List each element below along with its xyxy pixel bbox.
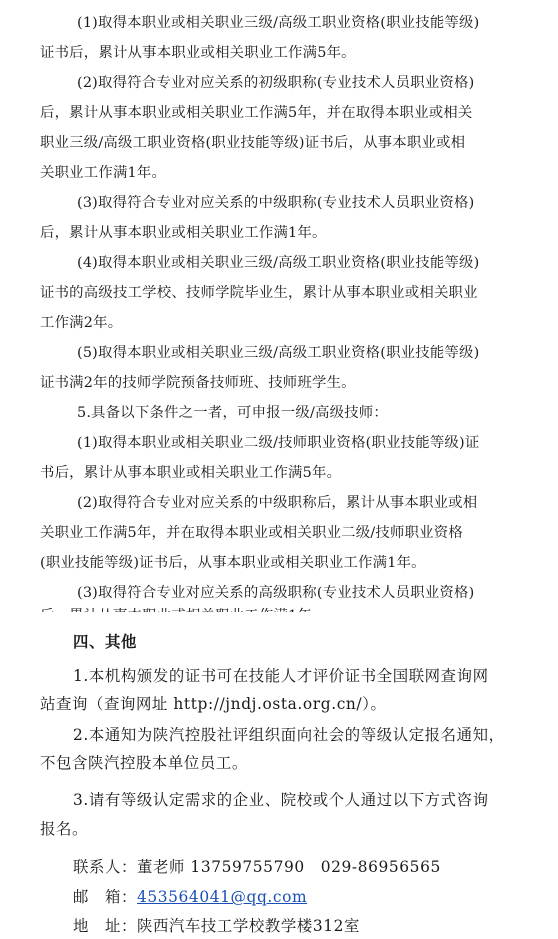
contact-row-address — [73, 915, 360, 937]
cutoff-mask — [0, 612, 558, 632]
paragraph-line: (3)取得符合专业对应关系的高级职称(专业技术人员职业资格) — [77, 585, 475, 601]
paragraph-line: (3)取得符合专业对应关系的中级职称(专业技术人员职业资格) — [77, 195, 475, 211]
paragraph-line: (职业技能等级)证书后，从事本职业或相关职业工作满1年。 — [40, 555, 426, 571]
paragraph-line: 2.本通知为陕汽控股社评组织面向社会的等级认定报名通知， — [73, 726, 505, 744]
paragraph-line: (2)取得符合专业对应关系的中级职称后，累计从事本职业或相 — [77, 495, 478, 511]
paragraph-line: (1)取得本职业或相关职业二级/技师职业资格(职业技能等级)证 — [77, 435, 480, 451]
paragraph-line: (4)取得本职业或相关职业三级/高级工职业资格(职业技能等级) — [77, 255, 480, 271]
paragraph-line: 后，累计从事本职业或相关职业工作满1年。 — [40, 225, 327, 241]
contact-address-label: 地 址： — [73, 917, 137, 935]
paragraph-line: 证书满2年的技师学院预备技师班、技师班学生。 — [40, 375, 356, 391]
contact-person-label: 联系人： — [73, 858, 137, 876]
paragraph-line: 1.本机构颁发的证书可在技能人才评价证书全国联网查询网 — [73, 667, 489, 685]
paragraph-line: 5.具备以下条件之一者，可申报一级/高级技师： — [77, 405, 388, 421]
contact-address-value: 陕西汽车技工学校教学楼312室 — [136, 917, 361, 935]
paragraph-line: 关职业工作满1年。 — [40, 165, 167, 181]
paragraph-line: 3.请有等级认定需求的企业、院校或个人通过以下方式咨询 — [73, 791, 489, 809]
paragraph-line: 站查询（查询网址 http://jndj.osta.org.cn/）。 — [40, 695, 387, 713]
email-link[interactable]: 453564041@qq.com — [136, 888, 308, 906]
paragraph-line: 工作满2年。 — [40, 315, 123, 331]
paragraph-line: 关职业工作满5年，并在取得本职业或相关职业二级/技师职业资格 — [40, 525, 463, 541]
paragraph-line: (1)取得本职业或相关职业三级/高级工职业资格(职业技能等级) — [77, 15, 480, 31]
section-heading: 四、其他 — [73, 633, 137, 651]
paragraph-line: 职业三级/高级工职业资格(职业技能等级)证书后，从事本职业或相 — [40, 135, 466, 151]
paragraph-line: 报名。 — [40, 820, 88, 838]
paragraph-line: 证书后，累计从事本职业或相关职业工作满5年。 — [40, 45, 356, 61]
contact-row-person — [73, 856, 441, 878]
paragraph-line: 证书的高级技工学校、技师学院毕业生，累计从事本职业或相关职业 — [40, 285, 478, 301]
paragraph-line: 不包含陕汽控股本单位员工。 — [40, 754, 248, 772]
paragraph-line: (2)取得符合专业对应关系的初级职称(专业技术人员职业资格) — [77, 75, 475, 91]
paragraph-line: 书后，累计从事本职业或相关职业工作满5年。 — [40, 465, 342, 481]
paragraph-line: 后，累计从事本职业或相关职业工作满5年，并在取得本职业或相关 — [40, 105, 473, 121]
paragraph-line: (5)取得本职业或相关职业三级/高级工职业资格(职业技能等级) — [77, 345, 480, 361]
contact-person-value: 董老师 13759755790 029-86956565 — [136, 858, 441, 876]
contact-email-label: 邮 箱： — [73, 888, 137, 906]
contact-row-email — [73, 886, 307, 908]
